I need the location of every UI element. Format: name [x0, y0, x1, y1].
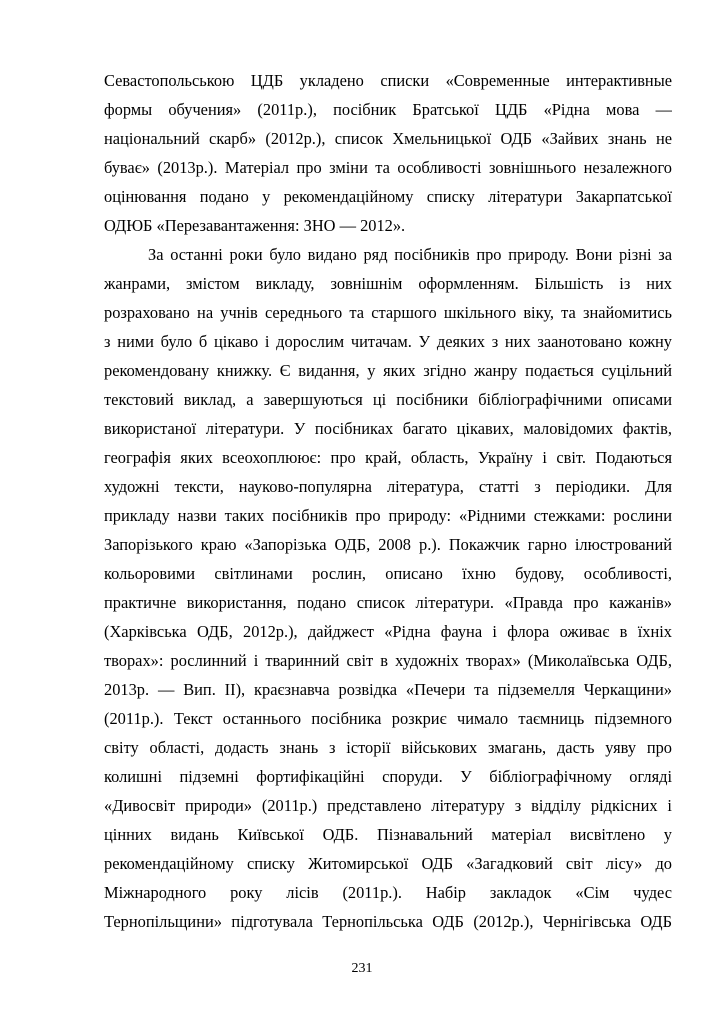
text-line: Запорізького краю «Запорізька ОДБ, 2008 р.). Покажчик гарно ілюстрований [104, 535, 672, 554]
text-line: За останні роки було видано ряд посібників про природу. Вони різні за [148, 245, 672, 264]
text-line: світу області, додасть знань з історії військових змагань, дасть уяву про [104, 738, 672, 757]
text-line: рекомендовану книжку. Є видання, у яких згідно жанру подається суцільний [104, 361, 672, 380]
page-number: 231 [351, 961, 373, 976]
text-line: географія яких всеохоплюює: про край, область, Україну і світ. Подаються [104, 448, 672, 467]
text-line: рекомендаційному списку Житомирської ОДБ «Загадковий світ лісу» до [104, 854, 672, 873]
text-line: буває» (2013р.). Матеріал про зміни та особливості зовнішнього незалежного [104, 158, 672, 177]
text-line: цінних видань Київської ОДБ. Пізнавальний матеріал висвітлено у [104, 825, 672, 844]
text-line: оцінювання подано у рекомендаційному списку літератури Закарпатської [104, 187, 672, 206]
text-line: Севастопольською ЦДБ укладено списки «Современные интерактивные [104, 71, 672, 90]
text-line: прикладу назви таких посібників про природу: «Рідними стежками: рослини [104, 506, 672, 525]
text-line: (2011р.). Текст останнього посібника розкриє чимало таємниць підземного [104, 709, 672, 728]
text-line: текстовий виклад, а завершуються ці посібники бібліографічними описами [104, 390, 672, 409]
body-text [104, 66, 672, 936]
text-line: жанрами, змістом викладу, зовнішнім оформленням. Більшість із них [104, 274, 672, 293]
text-line: практичне використання, подано список літератури. «Правда про кажанів» [104, 593, 672, 612]
text-line: ОДЮБ «Перезавантаження: ЗНО — 2012». [104, 216, 406, 235]
text-line: національний скарб» (2012р.), список Хмельницької ОДБ «Зайвих знань не [104, 129, 672, 148]
paragraph [104, 66, 672, 240]
text-line: художні тексти, науково-популярна література, статті з періодики. Для [104, 477, 672, 496]
text-line: використаної літератури. У посібниках багато цікавих, маловідомих фактів, [104, 419, 672, 438]
paragraph [104, 240, 672, 936]
text-line: «Дивосвіт природи» (2011р.) представлено літературу з відділу рідкісних і [104, 796, 672, 815]
text-line: колишні підземні фортифікаційні споруди. У бібліографічному огляді [104, 767, 672, 786]
text-line: розраховано на учнів середнього та старшого шкільного віку, та знайомитись [104, 303, 672, 322]
text-line: творах»: рослинний і тваринний світ в художніх творах» (Миколаївська ОДБ, [104, 651, 672, 670]
text-line: Міжнародного року лісів (2011р.). Набір закладок «Сім чудес [104, 883, 672, 902]
text-line: формы обучения» (2011р.), посібник Братської ЦДБ «Рідна мова — [104, 100, 672, 119]
text-line: з ними було б цікаво і дорослим читачам. У деяких з них заанотовано кожну [104, 332, 672, 351]
text-line: Тернопільщини» підготувала Тернопільська ОДБ (2012р.), Чернігівська ОДБ [104, 912, 672, 931]
text-line: кольоровими світлинами рослин, описано їхню будову, особливості, [104, 564, 672, 583]
text-line: 2013р. — Вип. II), краєзнавча розвідка «Печери та підземелля Черкащини» [104, 680, 672, 699]
text-line: (Харківська ОДБ, 2012р.), дайджест «Рідна фауна і флора оживає в їхніх [104, 622, 672, 641]
